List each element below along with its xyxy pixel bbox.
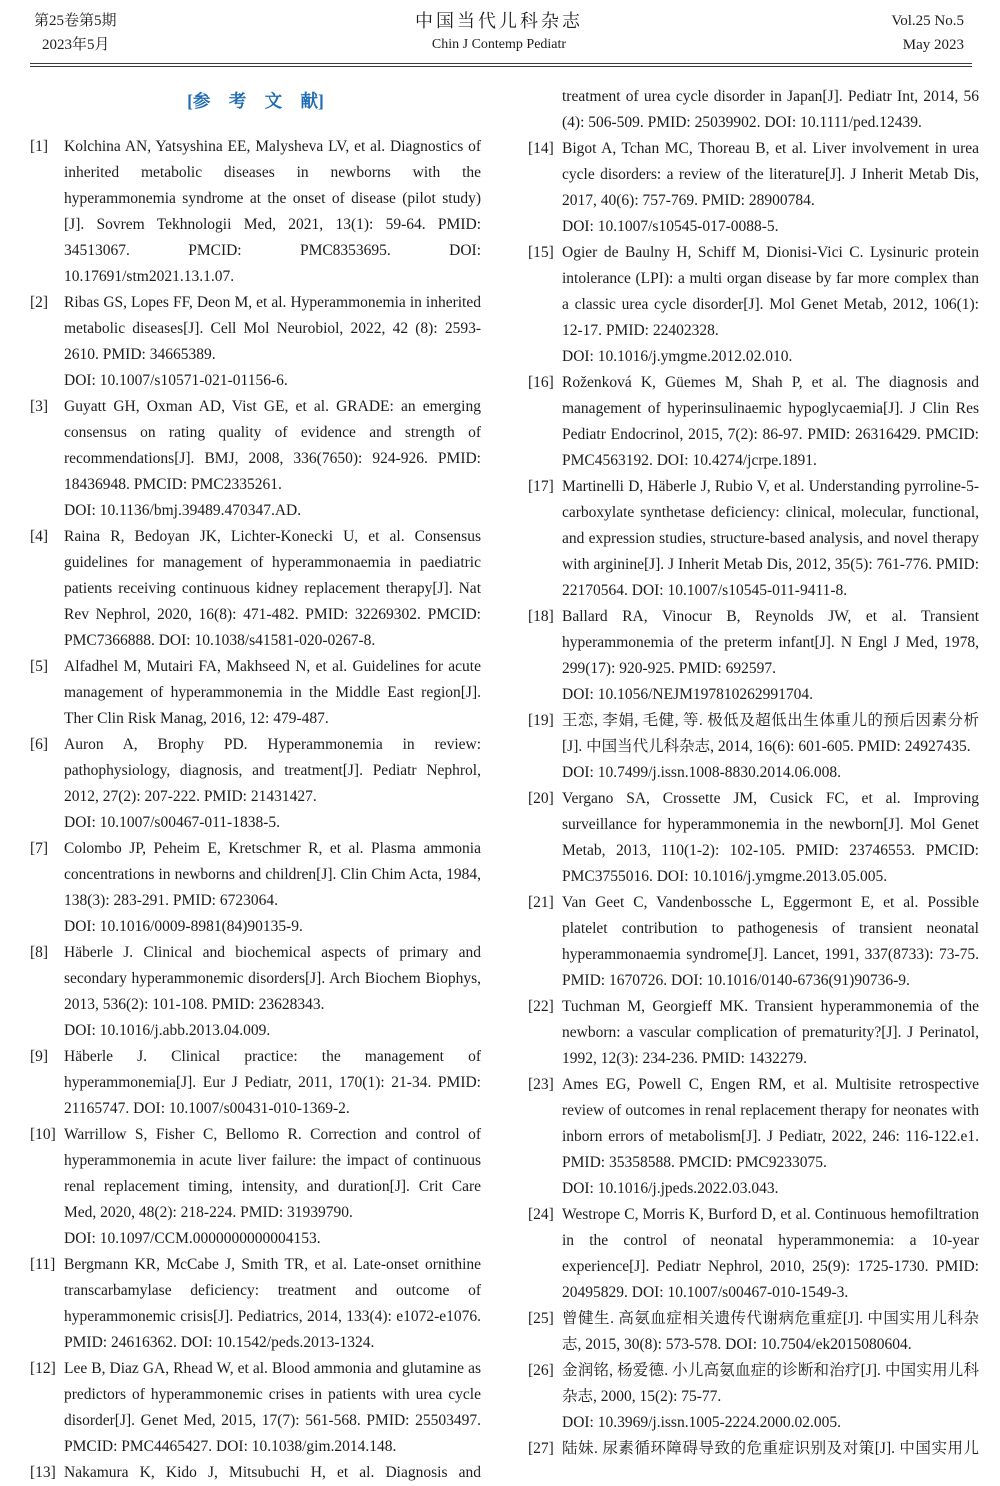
reference-item bbox=[30, 732, 481, 836]
reference-text: treatment of urea cycle disorder in Japan[J]. Pediatr Int, 2014, 56 (4): 506-509. PMID: 25039902. DOI: 10.1111/ped.12439. bbox=[562, 88, 979, 131]
reference-item bbox=[528, 370, 979, 474]
reference-item bbox=[528, 1358, 979, 1436]
journal-title-en: Chin J Contemp Pediatr bbox=[431, 37, 567, 52]
header-volume-en: Vol.25 No.5 bbox=[891, 13, 964, 29]
right-column bbox=[528, 67, 979, 1486]
reference-number: [11] bbox=[30, 1256, 56, 1273]
reference-text: Ballard RA, Vinocur B, Reynolds JW, et al. Transient hyperammonemia of the preterm infant[J]. N Engl J Med, 1978, 299(17): 920-925. PMID: 692597. bbox=[562, 608, 979, 677]
reference-item bbox=[528, 1202, 979, 1306]
reference-item bbox=[30, 1122, 481, 1252]
reference-text: Auron A, Brophy PD. Hyperammonemia in review: pathophysiology, diagnosis, and treatment[J]. Pediatr Nephrol, 2012, 27(2): 207-222. PMID: 21431427. bbox=[64, 736, 481, 805]
reference-number: [1] bbox=[30, 138, 49, 155]
reference-text: Bergmann KR, McCabe J, Smith TR, et al. Late-onset ornithine transcarbamylase deficiency: treatment and outcome of hyperammonemic crisis[J]. Pediatrics, 2014, 133(4): e1072-e1076. PMID: 24616362. DOI: 10.1542/peds.2013-1324. bbox=[64, 1256, 481, 1351]
reference-doi: DOI: 10.1016/j.ymgme.2012.02.010. bbox=[562, 348, 793, 365]
reference-number: [24] bbox=[528, 1206, 554, 1223]
reference-item bbox=[30, 134, 481, 290]
reference-doi: DOI: 10.1016/j.jpeds.2022.03.043. bbox=[562, 1180, 779, 1197]
header-issue-block bbox=[34, 9, 234, 57]
reference-item bbox=[30, 1252, 481, 1356]
reference-number: [27] bbox=[528, 1440, 554, 1457]
reference-item bbox=[528, 240, 979, 370]
reference-number: [22] bbox=[528, 998, 554, 1015]
reference-text: Westrope C, Morris K, Burford D, et al. Continuous hemofiltration in the control of neonatal hyperammonemia: a 10-year experience[J]. Pediatr Nephrol, 2010, 25(9): 1725-1730. PMID: 20495829. DOI: 10.1007/s00467-010-1549-3. bbox=[562, 1206, 979, 1301]
reference-number: [12] bbox=[30, 1360, 56, 1377]
reference-item bbox=[30, 290, 481, 394]
reference-item bbox=[30, 940, 481, 1044]
reference-text: Kolchina AN, Yatsyshina EE, Malysheva LV, et al. Diagnostics of inherited metabolic diseases in newborns with the hyperammonemia syndrome at the onset of disease (pilot study)[J]. Sovrem Tekhnologii Med, 2021, 13(1): 59-64. PMID: 34513067. PMCID: PMC8353695. DOI: 10.17691/stm2021.13.1.07. bbox=[64, 138, 481, 285]
reference-item bbox=[528, 890, 979, 994]
reference-number: [5] bbox=[30, 658, 49, 675]
reference-number: [21] bbox=[528, 894, 554, 911]
reference-text: Tuchman M, Georgieff MK. Transient hyperammonemia of the newborn: a vascular complication of prematurity?[J]. J Perinatol, 1992, 12(3): 234-236. PMID: 1432279. bbox=[562, 998, 979, 1067]
reference-number: [10] bbox=[30, 1126, 56, 1143]
reference-text: Bigot A, Tchan MC, Thoreau B, et al. Liver involvement in urea cycle disorders: a review of the literature[J]. J Inherit Metab Dis, 2017, 40(6): 757-769. PMID: 28900784. bbox=[562, 140, 979, 209]
reference-number: [3] bbox=[30, 398, 49, 415]
reference-item bbox=[528, 708, 979, 786]
reference-number: [7] bbox=[30, 840, 49, 857]
reference-number: [26] bbox=[528, 1362, 554, 1379]
reference-doi: DOI: 10.1016/0009-8981(84)90135-9. bbox=[64, 918, 303, 935]
reference-text: Ames EG, Powell C, Engen RM, et al. Multisite retrospective review of outcomes in renal replacement therapy for neonates with inborn errors of metabolism[J]. J Pediatr, 2022, 246: 116-122.e1. PMID: 35358588. PMCID: PMC9233075. bbox=[562, 1076, 979, 1171]
header-journal-block bbox=[234, 9, 764, 57]
reference-number: [20] bbox=[528, 790, 554, 807]
reference-number: [25] bbox=[528, 1310, 554, 1327]
reference-text: Guyatt GH, Oxman AD, Vist GE, et al. GRADE: an emerging consensus on rating quality of evidence and strength of recommendations[J]. BMJ, 2008, 336(7650): 924-926. PMID: 18436948. PMCID: PMC2335261. bbox=[64, 398, 481, 493]
reference-item bbox=[528, 1436, 979, 1462]
reference-doi: DOI: 10.1097/CCM.0000000000004153. bbox=[64, 1230, 321, 1247]
reference-text: Häberle J. Clinical and biochemical aspects of primary and secondary hyperammonemic disorders[J]. Arch Biochem Biophys, 2013, 536(2): 101-108. PMID: 23628343. bbox=[64, 944, 481, 1013]
reference-item bbox=[528, 786, 979, 890]
reference-text: Colombo JP, Peheim E, Kretschmer R, et al. Plasma ammonia concentrations in newborns and children[J]. Clin Chim Acta, 1984, 138(3): 283-291. PMID: 6723064. bbox=[64, 840, 481, 909]
reference-text: Warrillow S, Fisher C, Bellomo R. Correction and control of hyperammonemia in acute liver failure: the impact of continuous renal replacement timing, intensity, and duration[J]. Crit Care Med, 2020, 48(2): 218-224. PMID: 31939790. bbox=[64, 1126, 481, 1221]
reference-item bbox=[30, 654, 481, 732]
reference-text: Martinelli D, Häberle J, Rubio V, et al. Understanding pyrroline-5-carboxylate synthetase deficiency: clinical, molecular, functional, and expression studies, structure-based analysis, and novel therapy with arginine[J]. J Inherit Metab Dis, 2012, 35(5): 761-776. PMID: 22170564. DOI: 10.1007/s10545-011-9411-8. bbox=[562, 478, 979, 599]
header-date-cn: 2023年5月 bbox=[42, 37, 110, 53]
reference-doi: DOI: 10.3969/j.issn.1005-2224.2000.02.005. bbox=[562, 1414, 841, 1431]
reference-item bbox=[528, 474, 979, 604]
reference-item bbox=[528, 136, 979, 240]
reference-item bbox=[30, 524, 481, 654]
reference-text: Nakamura K, Kido J, Mitsubuchi H, et al. Diagnosis and bbox=[64, 1464, 481, 1481]
reference-item bbox=[30, 1356, 481, 1460]
reference-doi: DOI: 10.1136/bmj.39489.470347.AD. bbox=[64, 502, 302, 519]
header-issue-cn: 第25卷第5期 bbox=[34, 13, 117, 29]
left-column bbox=[30, 67, 481, 1486]
references-list-right bbox=[528, 84, 979, 1462]
reference-text: Ribas GS, Lopes FF, Deon M, et al. Hyperammonemia in inherited metabolic diseases[J]. Cell Mol Neurobiol, 2022, 42 (8): 2593-2610. PMID: 34665389. bbox=[64, 294, 481, 363]
reference-number: [16] bbox=[528, 374, 554, 391]
reference-number: [14] bbox=[528, 140, 554, 157]
references-section-title: [参 考 文 献] bbox=[187, 91, 324, 111]
reference-number: [9] bbox=[30, 1048, 49, 1065]
reference-text: Van Geet C, Vandenbossche L, Eggermont E, et al. Possible platelet contribution to pathogenesis of transient neonatal hyperammonaemia syndrome[J]. Lancet, 1991, 337(8733): 73-75. PMID: 1670726. DOI: 10.1016/0140-6736(91)90736-9. bbox=[562, 894, 979, 989]
reference-number: [2] bbox=[30, 294, 49, 311]
reference-text: Raina R, Bedoyan JK, Lichter-Konecki U, et al. Consensus guidelines for management of hyperammonaemia in paediatric patients receiving continuous kidney replacement therapy[J]. Nat Rev Nephrol, 2020, 16(8): 471-482. PMID: 32269302. PMCID: PMC7366888. DOI: 10.1038/s41581-020-0267-8. bbox=[64, 528, 481, 649]
reference-text: 王恋, 李娟, 毛健, 等. 极低及超低出生体重儿的预后因素分析[J]. 中国当代儿科杂志, 2014, 16(6): 601-605. PMID: 24927435. bbox=[562, 712, 979, 755]
reference-text: Lee B, Diaz GA, Rhead W, et al. Blood ammonia and glutamine as predictors of hyperammonemic crises in patients with urea cycle disorder[J]. Genet Med, 2015, 17(7): 561-568. PMID: 25503497. PMCID: PMC4465427. DOI: 10.1038/gim.2014.148. bbox=[64, 1360, 481, 1455]
reference-item bbox=[30, 836, 481, 940]
reference-number: [17] bbox=[528, 478, 554, 495]
reference-text: Häberle J. Clinical practice: the management of hyperammonemia[J]. Eur J Pediatr, 2011, 170(1): 21-34. PMID: 21165747. DOI: 10.1007/s00431-010-1369-2. bbox=[64, 1048, 481, 1117]
reference-number: [23] bbox=[528, 1076, 554, 1093]
reference-item bbox=[528, 994, 979, 1072]
reference-item bbox=[30, 1044, 481, 1122]
reference-text: Vergano SA, Crossette JM, Cusick FC, et al. Improving surveillance for hyperammonemia in the newborn[J]. Mol Genet Metab, 2013, 110(1-2): 102-105. PMID: 23746553. PMCID: PMC3755016. DOI: 10.1016/j.ymgme.2013.05.005. bbox=[562, 790, 979, 885]
journal-title-cn: 中国当代儿科杂志 bbox=[415, 11, 583, 31]
reference-number: [13] bbox=[30, 1464, 56, 1481]
reference-doi: DOI: 10.1016/j.abb.2013.04.009. bbox=[64, 1022, 271, 1039]
reference-item bbox=[30, 394, 481, 524]
reference-item bbox=[528, 1072, 979, 1202]
reference-item bbox=[528, 84, 979, 136]
reference-text: 金润铭, 杨爱德. 小儿高氨血症的诊断和治疗[J]. 中国实用儿科杂志, 2000, 15(2): 75-77. bbox=[562, 1362, 979, 1405]
reference-text: Roženková K, Güemes M, Shah P, et al. The diagnosis and management of hyperinsulinaemic hypoglycaemia[J]. J Clin Res Pediatr Endocrinol, 2015, 7(2): 86-97. PMID: 26316429. PMCID: PMC4563192. DOI: 10.4274/jcrpe.1891. bbox=[562, 374, 979, 469]
reference-doi: DOI: 10.1007/s10545-017-0088-5. bbox=[562, 218, 779, 235]
references-content bbox=[0, 67, 1000, 1486]
reference-number: [18] bbox=[528, 608, 554, 625]
reference-number: [4] bbox=[30, 528, 49, 545]
reference-item bbox=[528, 1306, 979, 1358]
reference-doi: DOI: 10.1007/s00467-011-1838-5. bbox=[64, 814, 280, 831]
header-date-en: May 2023 bbox=[902, 37, 964, 53]
reference-text: 曾健生. 高氨血症相关遗传代谢病危重症[J]. 中国实用儿科杂志, 2015, 30(8): 573-578. DOI: 10.7504/ek2015080604. bbox=[562, 1310, 979, 1353]
reference-number: [8] bbox=[30, 944, 49, 961]
reference-item bbox=[30, 1460, 481, 1486]
references-list-left bbox=[30, 134, 481, 1486]
reference-number: [6] bbox=[30, 736, 49, 753]
reference-number: [19] bbox=[528, 712, 554, 729]
reference-text: Ogier de Baulny H, Schiff M, Dionisi-Vici C. Lysinuric protein intolerance (LPI): a multi organ disease by far more complex than a classic urea cycle disorder[J]. Mol Genet Metab, 2012, 106(1): 12-17. PMID: 22402328. bbox=[562, 244, 979, 339]
reference-text: 陆妹. 尿素循环障碍导致的危重症识别及对策[J]. 中国实用儿 bbox=[562, 1440, 979, 1457]
reference-item bbox=[528, 604, 979, 708]
header-volume-block bbox=[764, 9, 964, 57]
reference-text: Alfadhel M, Mutairi FA, Makhseed N, et al. Guidelines for acute management of hyperammonemia in the Middle East region[J]. Ther Clin Risk Manag, 2016, 12: 479-487. bbox=[64, 658, 481, 727]
reference-doi: DOI: 10.7499/j.issn.1008-8830.2014.06.008. bbox=[562, 764, 841, 781]
page-header bbox=[0, 0, 1000, 61]
reference-number: [15] bbox=[528, 244, 554, 261]
reference-doi: DOI: 10.1056/NEJM197810262991704. bbox=[562, 686, 814, 703]
reference-doi: DOI: 10.1007/s10571-021-01156-6. bbox=[64, 372, 288, 389]
